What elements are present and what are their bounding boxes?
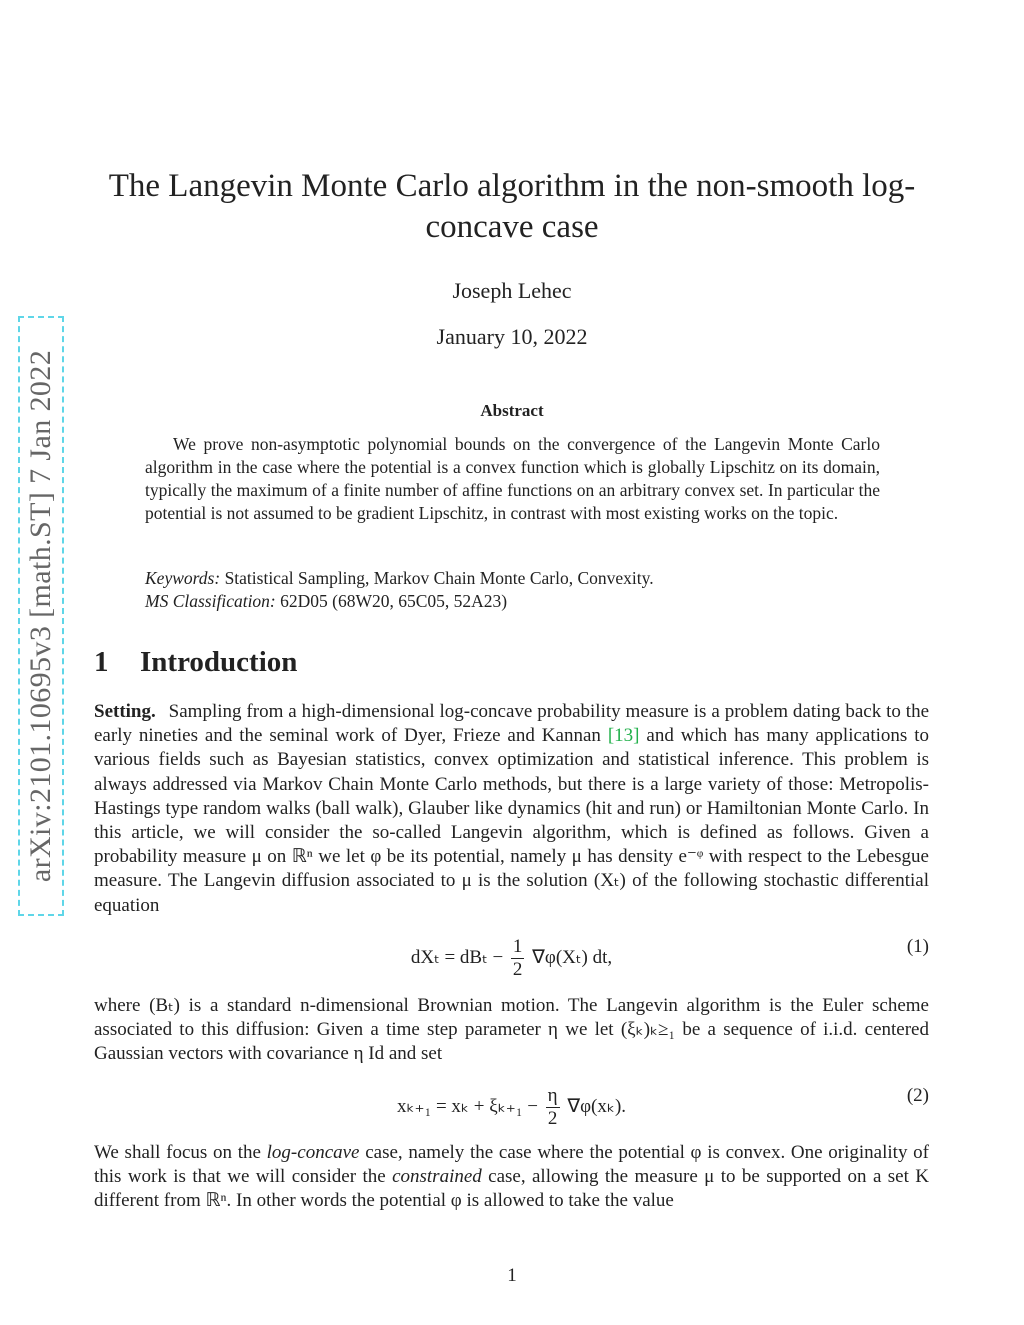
paragraph-setting <box>94 700 929 918</box>
paragraph-euler: where (Bₜ) is a standard n-dimensional Brownian motion. The Langevin algorithm is the Euler scheme associated to this diffusion: Given a time step parameter η we let (ξₖ)ₖ≥₁ be a sequence of i.i.d. centered Gaussian vectors with covariance η Id and set <box>94 995 929 1065</box>
equation-2-body <box>94 1085 929 1130</box>
equation-2-number: (2) <box>906 1085 929 1106</box>
msc-value: 62D05 (68W20, 65C05, 52A23) <box>280 591 508 611</box>
paper-title: The Langevin Monte Carlo algorithm in the non-smooth log-concave case <box>108 168 916 245</box>
p3-text-a: We shall focus on the <box>94 1142 267 1163</box>
p3-emphasis-constrained: constrained <box>392 1166 482 1188</box>
ms-classification <box>145 591 885 612</box>
section-number: 1 <box>94 646 109 678</box>
p3-text-b: case, namely the case where the potential φ is convex. One originality of this work is that we will consider the <box>94 1142 929 1188</box>
msc-label: MS Classification: <box>145 591 276 611</box>
section-heading <box>94 646 297 679</box>
page-number: 1 <box>507 1265 517 1286</box>
eq2-frac-den: 2 <box>547 1108 558 1129</box>
eq1-left: dXₜ = dBₜ − <box>410 946 504 968</box>
eq2-fraction <box>546 1085 560 1130</box>
eq1-fraction <box>511 936 525 981</box>
abstract-text: We prove non-asymptotic polynomial bounds on the convergence of the Langevin Monte Carlo algorithm in the case where the potential is a convex function which is globally Lipschitz on its domain, typically the maximum of a finite number of affine functions on an arbitrary convex set. In particular the potential is not assumed to be gradient Lipschitz, in contrast with most existing works on the topic. <box>145 434 880 523</box>
eq1-right: ∇φ(Xₜ) dt, <box>532 946 613 968</box>
eq2-frac-num: η <box>547 1085 558 1106</box>
eq2-left: xₖ₊₁ = xₖ + ξₖ₊₁ − <box>396 1095 538 1117</box>
arxiv-stamp-text: arXiv:2101.10695v3 [math.ST] 7 Jan 2022 <box>24 349 57 883</box>
citation-link[interactable]: [13] <box>607 725 640 747</box>
eq2-right: ∇φ(xₖ). <box>567 1095 627 1117</box>
equation-1-number: (1) <box>906 936 929 957</box>
abstract-heading: Abstract <box>480 401 544 420</box>
eq1-frac-den: 2 <box>512 959 523 980</box>
paragraph-text-b: and which has many applications to various fields such as Bayesian statistics, convex optimization and statistical inference. This problem is always addressed via Markov Chain Monte Carlo methods, but there is a large variety of those: Metropolis-Hastings type random walks (ball walk), Glauber like dynamics (hit and run) or Hamiltonian Monte Carlo. In this article, we will consider the so-called Langevin algorithm, which is defined as follows. Given a probability measure μ on ℝⁿ we let φ be its potential, namely μ has density e⁻ᵠ with respect to the Lebesgue measure. The Langevin diffusion associated to μ is the solution (Xₜ) of the following stochastic differential equation <box>94 725 929 916</box>
p3-text-c: case, allowing the measure μ to be supported on a set K different from ℝⁿ. In other words the potential φ is allowed to take the value <box>94 1166 929 1212</box>
keywords <box>145 568 885 589</box>
eq1-frac-num: 1 <box>512 936 523 957</box>
p3-emphasis-log-concave: log-concave <box>266 1142 360 1163</box>
author-name: Joseph Lehec <box>452 278 572 303</box>
keywords-value: Statistical Sampling, Markov Chain Monte Carlo, Convexity. <box>224 568 654 588</box>
paper-date: January 10, 2022 <box>436 324 588 349</box>
paragraph-log-concave <box>94 1141 929 1214</box>
paragraph-lead: Setting. <box>94 701 156 722</box>
equation-1-body <box>94 936 929 981</box>
paragraph-text-a: Sampling from a high-dimensional log-concave probability measure is a problem dating back to the early nineties and the seminal work of Dyer, Frieze and Kannan <box>94 701 930 747</box>
keywords-label: Keywords: <box>145 568 221 588</box>
section-title: Introduction <box>140 646 298 678</box>
